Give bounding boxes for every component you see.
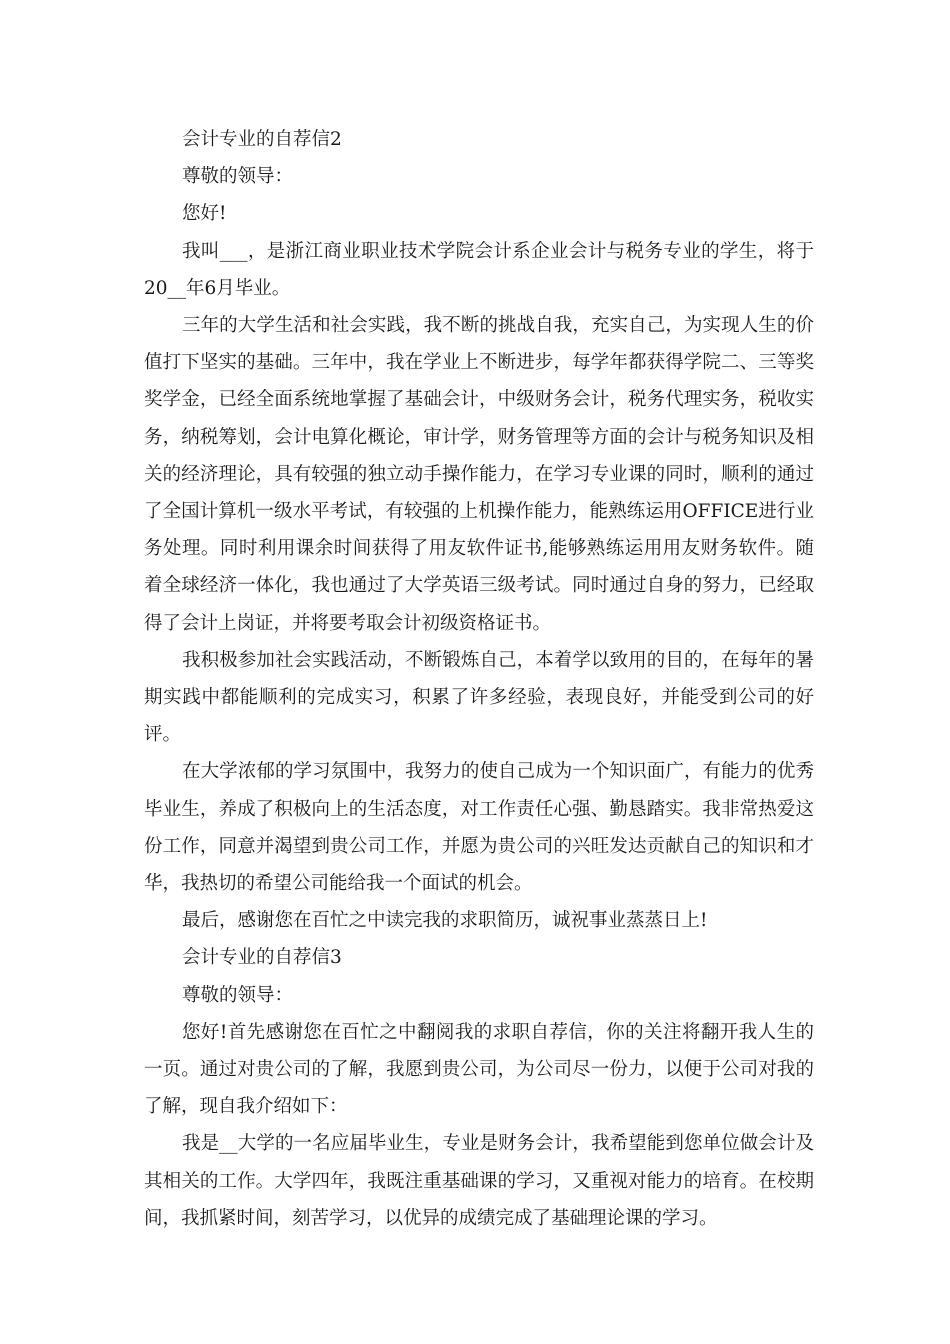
body-paragraph: 三年的大学生活和社会实践，我不断的挑战自我，充实自己，为实现人生的价值打下坚实的基础。三年中，我在学业上不断进步，每学年都获得学院二、三等奖奖学金，已经全面系统地掌握了基础会计，中级财务会计，税务代理实务，税收实务，纳税筹划，会计电算化概论，审计学，财务管理等方面的会计与税务知识及相关的经济理论，具有较强的独立动手操作能力，在学习专业课的同时，顺利的通过了全国计算机一级水平考试，有较强的上机操作能力，能熟练运用OFFICE进行业务处理。同时利用课余时间获得了用友软件证书,能够熟练运用用友财务软件。随着全球经济一体化，我也通过了大学英语三级考试。同时通过自身的努力，已经取得了会计上岗证，并将要考取会计初级资格证书。 — [144, 315, 814, 634]
salutation: 尊敬的领导： — [182, 166, 294, 188]
body-paragraph: 我积极参加社会实践活动，不断锻炼自己，本着学以致用的目的，在每年的暑期实践中都能顺利的完成实习，积累了许多经验，表现良好，并能受到公司的好评。 — [144, 649, 814, 746]
closing-paragraph: 最后，感谢您在百忙之中读完我的求职简历，诚祝事业蒸蒸日上! — [182, 910, 708, 932]
body-paragraph: 在大学浓郁的学习氛围中，我努力的使自己成为一个知识面广，有能力的优秀毕业生，养成了积极向上的生活态度，对工作责任心强、勤恳踏实。我非常热爱这份工作，同意并渴望到贵公司工作，并愿为贵公司的兴旺发达贡献自己的知识和才华，我热切的希望公司能给我一个面试的机会。 — [144, 761, 814, 895]
letter-title: 会计专业的自荐信3 — [182, 947, 342, 969]
document-body — [144, 121, 814, 1237]
salutation: 尊敬的领导： — [182, 984, 294, 1006]
greeting: 您好! — [182, 203, 227, 225]
body-paragraph: 您好!首先感谢您在百忙之中翻阅我的求职自荐信，你的关注将翻开我人生的一页。通过对贵公司的了解，我愿到贵公司，为公司尽一份力，以便于公司对我的了解，现自我介绍如下： — [144, 1021, 814, 1118]
body-paragraph: 我叫___，是浙江商业职业技术学院会计系企业会计与税务专业的学生，将于20__年6月毕业。 — [144, 240, 814, 299]
letter-title: 会计专业的自荐信2 — [182, 129, 342, 150]
body-paragraph: 我是__大学的一名应届毕业生，专业是财务会计，我希望能到您单位做会计及其相关的工作。大学四年，我既注重基础课的学习，又重视对能力的培育。在校期间，我抓紧时间，刻苦学习，以优异的成绩完成了基础理论课的学习。 — [144, 1133, 814, 1229]
